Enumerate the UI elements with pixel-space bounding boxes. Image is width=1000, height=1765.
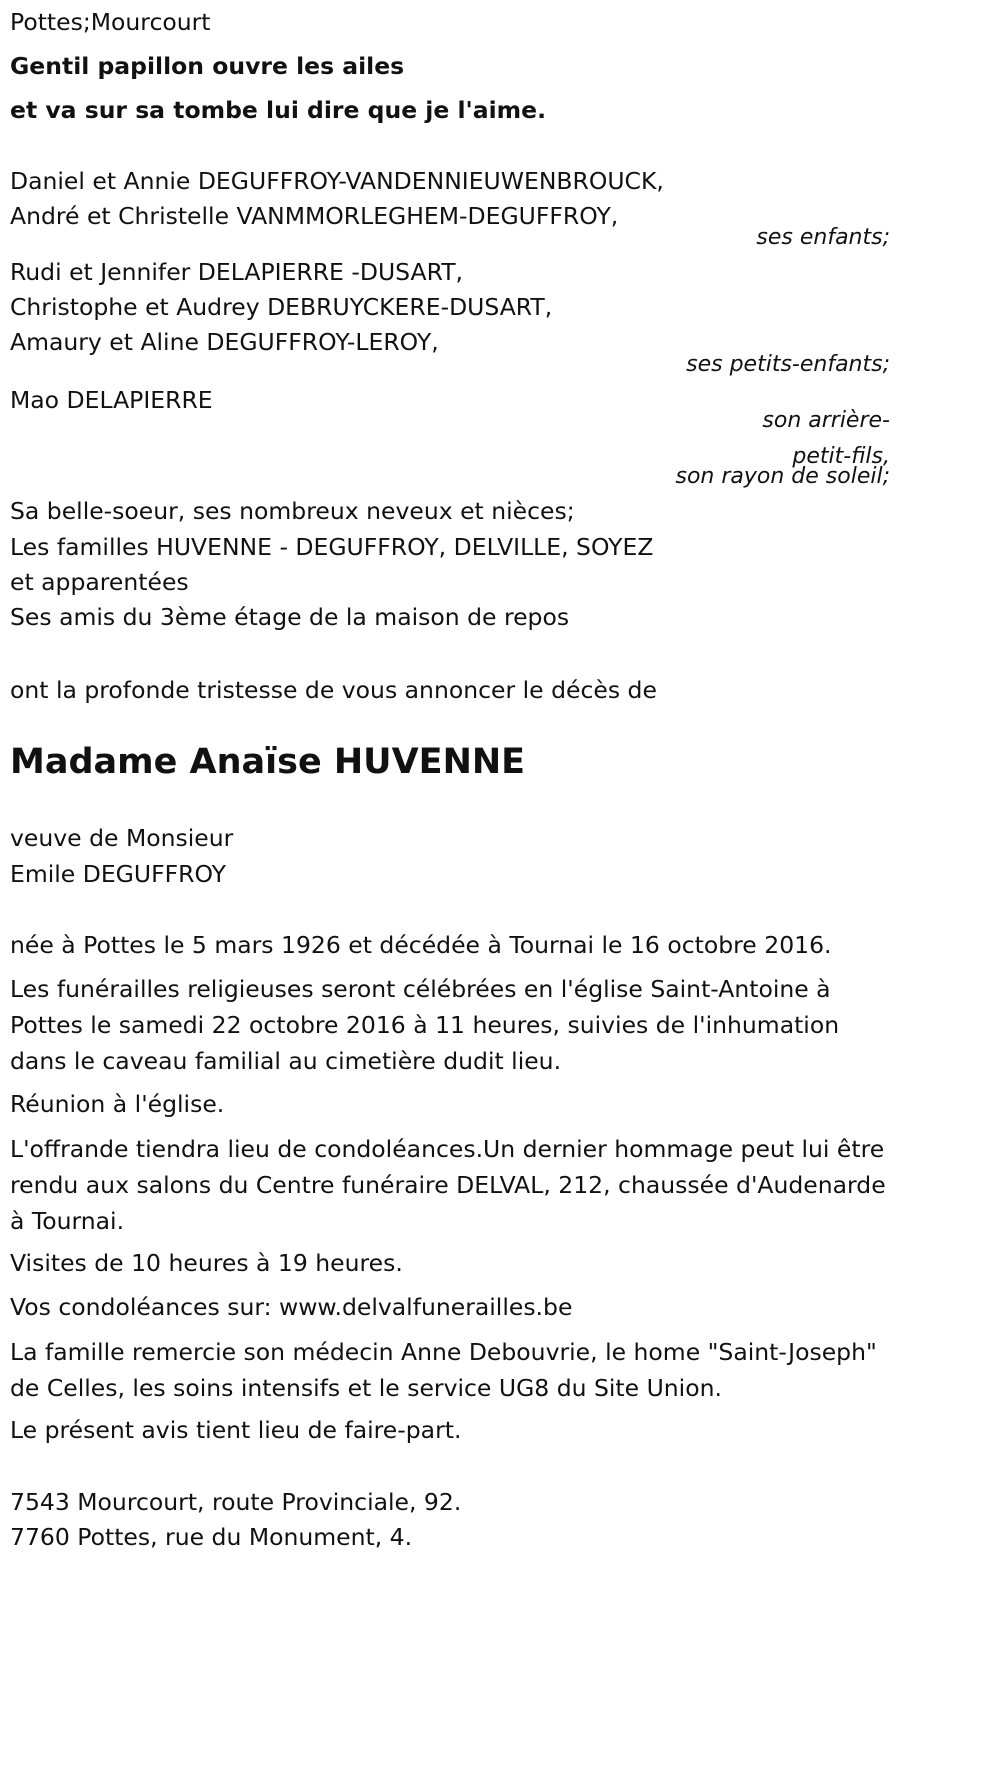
meeting-line: Réunion à l'église. <box>10 1090 225 1118</box>
thanks-paragraph: La famille remercie son médecin Anne Debouvrie, le home "Saint-Joseph" de Celles, les soins intensifs et le service UG8 du Site Union. <box>10 1338 877 1402</box>
great-grandchild-relation-3: son rayon de soleil; <box>675 464 890 489</box>
widow-line-1: veuve de Monsieur <box>10 824 234 852</box>
funeral-paragraph: Les funérailles religieuses seront célébrées en l'église Saint-Antoine à Pottes le samedi 22 octobre 2016 à 11 heures, suivies de l'inhumation dans le caveau familial au cimetière dudit lieu. <box>10 975 840 1075</box>
birth-death-line: née à Pottes le 5 mars 1926 et décédée à Tournai le 16 octobre 2016. <box>10 931 832 959</box>
others-line-4: Ses amis du 3ème étage de la maison de repos <box>10 603 570 631</box>
condolences-line: Vos condoléances sur: www.delvalfunerailles.be <box>10 1293 573 1321</box>
widow-line-2: Emile DEGUFFROY <box>10 860 227 888</box>
location-header: Pottes;Mourcourt <box>10 8 211 36</box>
address-line-1: 7543 Mourcourt, route Provinciale, 92. <box>10 1488 462 1516</box>
great-grandchild-relation-2: petit-fils, <box>792 444 890 469</box>
others-line-1: Sa belle-soeur, ses nombreux neveux et nièces; <box>10 497 575 525</box>
children-line-2: André et Christelle VANMMORLEGHEM-DEGUFFROY, <box>10 202 619 230</box>
grandchildren-line-2: Christophe et Audrey DEBRUYCKERE-DUSART, <box>10 293 553 321</box>
announcement-text: ont la profonde tristesse de vous annoncer le décès de <box>10 676 657 704</box>
offering-paragraph: L'offrande tiendra lieu de condoléances.Un dernier hommage peut lui être rendu aux salons du Centre funéraire DELVAL, 212, chaussée d'Audenarde à Tournai. <box>10 1135 886 1235</box>
grandchildren-line-3: Amaury et Aline DEGUFFROY-LEROY, <box>10 328 439 356</box>
great-grandchild-name: Mao DELAPIERRE <box>10 386 213 414</box>
poem-line-2: et va sur sa tombe lui dire que je l'aime. <box>10 96 547 124</box>
address-line-2: 7760 Pottes, rue du Monument, 4. <box>10 1523 413 1551</box>
grandchildren-line-1: Rudi et Jennifer DELAPIERRE -DUSART, <box>10 258 464 286</box>
notice-line: Le présent avis tient lieu de faire-part. <box>10 1416 462 1444</box>
children-line-1: Daniel et Annie DEGUFFROY-VANDENNIEUWENBROUCK, <box>10 167 664 195</box>
deceased-name: Madame Anaïse HUVENNE <box>10 742 526 782</box>
others-line-3: et apparentées <box>10 568 189 596</box>
poem-line-1: Gentil papillon ouvre les ailes <box>10 52 405 80</box>
children-relation: ses enfants; <box>756 225 890 250</box>
visits-line: Visites de 10 heures à 19 heures. <box>10 1249 403 1277</box>
great-grandchild-relation-1: son arrière- <box>762 408 890 433</box>
grandchildren-relation: ses petits-enfants; <box>686 352 890 377</box>
others-line-2: Les familles HUVENNE - DEGUFFROY, DELVILLE, SOYEZ <box>10 533 654 561</box>
